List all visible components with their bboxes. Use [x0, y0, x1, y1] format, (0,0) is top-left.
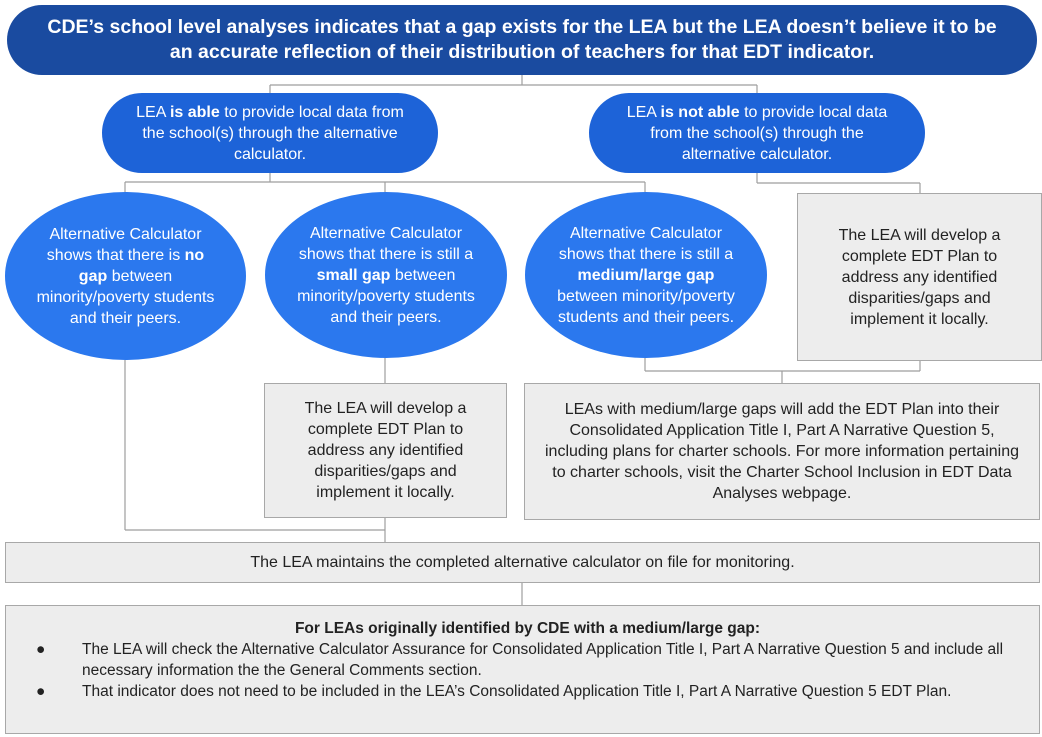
- result-small-gap-text: Alternative Calculator shows that there is still a small gap between minority/poverty students and their peers.: [297, 224, 475, 326]
- final-list-item: [36, 639, 1019, 681]
- bullet-icon: ●: [36, 641, 46, 658]
- result-small-gap: [265, 192, 507, 358]
- final-box: [5, 605, 1040, 734]
- top-banner-text: CDE’s school level analyses indicates that a gap exists for the LEA but the LEA doesn’t believe it to be an accurate reflection of their distribution of teachers for that EDT indicator.: [47, 16, 997, 63]
- bullet-icon: ●: [36, 683, 46, 700]
- final-list: [36, 639, 1019, 702]
- maintain-box: [5, 542, 1040, 583]
- final-list-item-text: That indicator does not need to be included in the LEA’s Consolidated Application Title I, Part A Narrative Question 5 EDT Plan.: [82, 683, 952, 700]
- plan-small-gap-text: The LEA will develop a complete EDT Plan to address any identified disparities/gaps and implement it locally.: [304, 400, 467, 501]
- branch-able-text: LEA is able to provide local data from the school(s) through the alternative calculator.: [136, 103, 404, 163]
- top-banner: [7, 5, 1037, 75]
- plan-medium-large-text: LEAs with medium/large gaps will add the EDT Plan into their Consolidated Application Title I, Part A Narrative Question 5, including plans for charter schools. For more information pertaining to charter schools, visit the Charter School Inclusion in EDT Data Analyses webpage.: [544, 401, 1019, 502]
- maintain-text: The LEA maintains the completed alternative calculator on file for monitoring.: [250, 554, 795, 571]
- result-medium-large-gap: [525, 192, 767, 358]
- branch-able: [102, 93, 438, 173]
- branch-not-able: [589, 93, 925, 173]
- result-no-gap-text: Alternative Calculator shows that there is no gap between minority/poverty students and their peers.: [36, 225, 215, 327]
- result-medium-large-gap-text: Alternative Calculator shows that there is still a medium/large gap between minority/poverty students and their peers.: [557, 224, 735, 326]
- plan-medium-large-box: [524, 383, 1040, 520]
- plan-not-able-box: [797, 193, 1042, 361]
- plan-not-able-text: The LEA will develop a complete EDT Plan to address any identified disparities/gaps and implement it locally.: [838, 226, 1001, 328]
- final-list-item: [36, 681, 1019, 702]
- final-heading: For LEAs originally identified by CDE with a medium/large gap:: [294, 620, 761, 637]
- final-list-item-text: The LEA will check the Alternative Calculator Assurance for Consolidated Application Title I, Part A Narrative Question 5 and include all necessary information the the General Comments section.: [82, 641, 1004, 679]
- result-no-gap: [5, 192, 246, 360]
- plan-small-gap-box: [264, 383, 507, 518]
- branch-not-able-text: LEA is not able to provide local data from the school(s) through the alternative calculator.: [626, 103, 888, 163]
